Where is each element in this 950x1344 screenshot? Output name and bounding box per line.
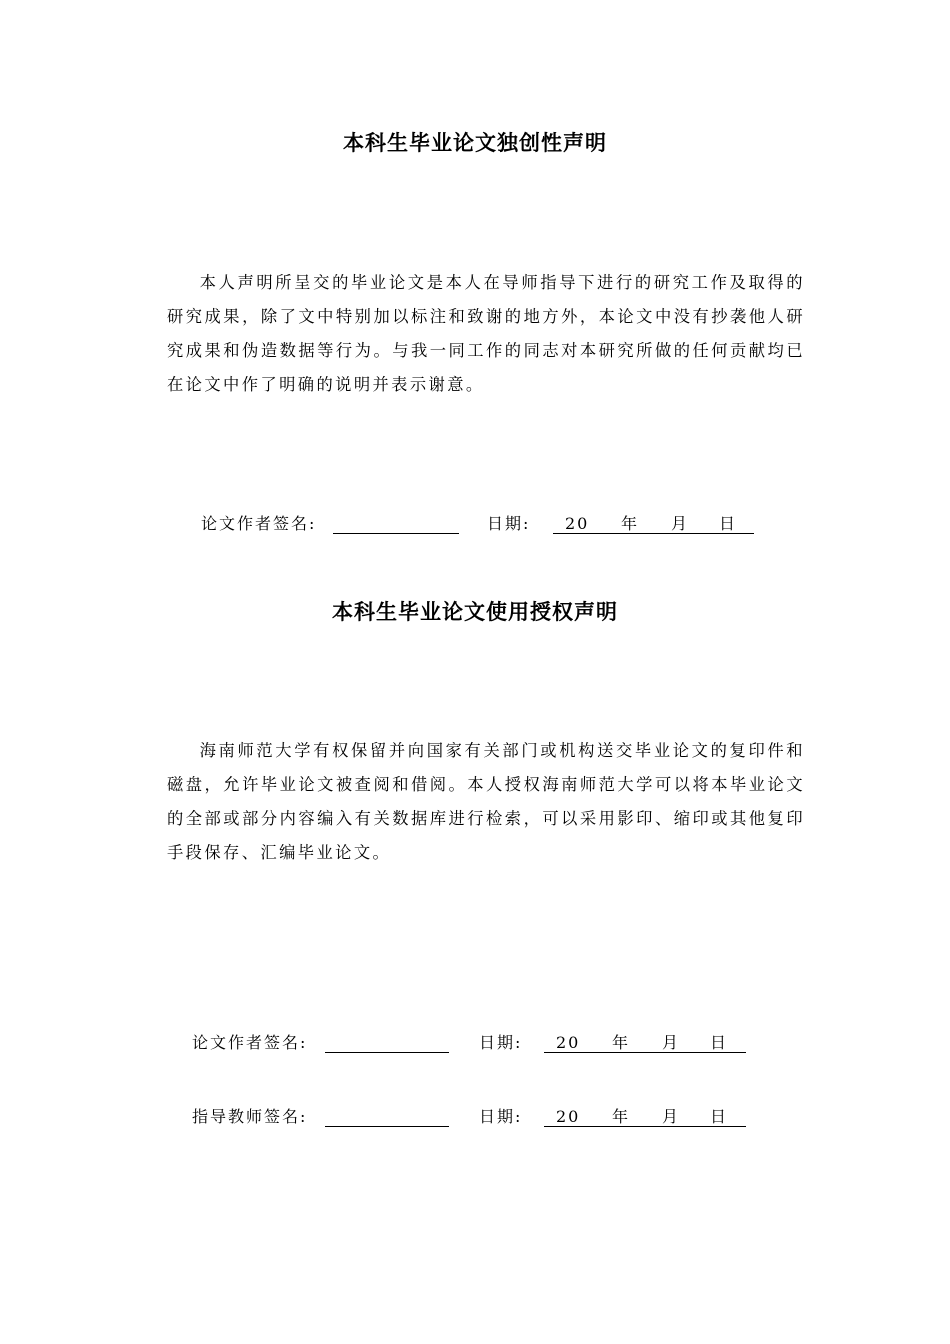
day-char: 日: [710, 1107, 729, 1126]
advisor-signature-label: 指导教师签名:: [192, 1107, 308, 1126]
authorization-body: 海南师范大学有权保留并向国家有关部门或机构送交毕业论文的复印件和磁盘，允许毕业论文被查阅和借阅。本人授权海南师范大学可以将本毕业论文的全部或部分内容编入有关数据库进行检索，可以采用影印、缩印或其他复印手段保存、汇编毕业论文。: [167, 741, 805, 862]
authorization-author-signature-row: [192, 1031, 752, 1055]
originality-body: 本人声明所呈交的毕业论文是本人在导师指导下进行的研究工作及取得的研究成果，除了文中特别加以标注和致谢的地方外，本论文中没有抄袭他人研究成果和伪造数据等行为。与我一同工作的同志对本研究所做的任何贡献均已在论文中作了明确的说明并表示谢意。: [167, 273, 805, 394]
date-label: 日期:: [487, 514, 531, 533]
day-char: 日: [710, 1033, 729, 1052]
month-char: 月: [662, 1033, 681, 1052]
author-signature-label: 论文作者签名:: [192, 1033, 308, 1052]
date-year-prefix: 20: [565, 514, 590, 533]
author-signature-label: 论文作者签名:: [201, 514, 317, 533]
date-year-prefix: 20: [556, 1033, 581, 1052]
month-char: 月: [671, 514, 690, 533]
authorization-advisor-signature-row: [192, 1105, 752, 1129]
year-char: 年: [612, 1107, 631, 1126]
originality-title: 本科生毕业论文独创性声明: [343, 131, 607, 155]
month-char: 月: [662, 1107, 681, 1126]
day-char: 日: [719, 514, 738, 533]
year-char: 年: [612, 1033, 631, 1052]
year-char: 年: [621, 514, 640, 533]
advisor-signature-line[interactable]: [325, 1126, 449, 1127]
authorization-title: 本科生毕业论文使用授权声明: [332, 600, 618, 624]
date-year-prefix: 20: [556, 1107, 581, 1126]
date-label: 日期:: [479, 1033, 523, 1052]
author-signature-line[interactable]: [333, 533, 459, 534]
author-signature-line[interactable]: [325, 1052, 449, 1053]
originality-signature-row: [201, 512, 761, 536]
date-label: 日期:: [479, 1107, 523, 1126]
